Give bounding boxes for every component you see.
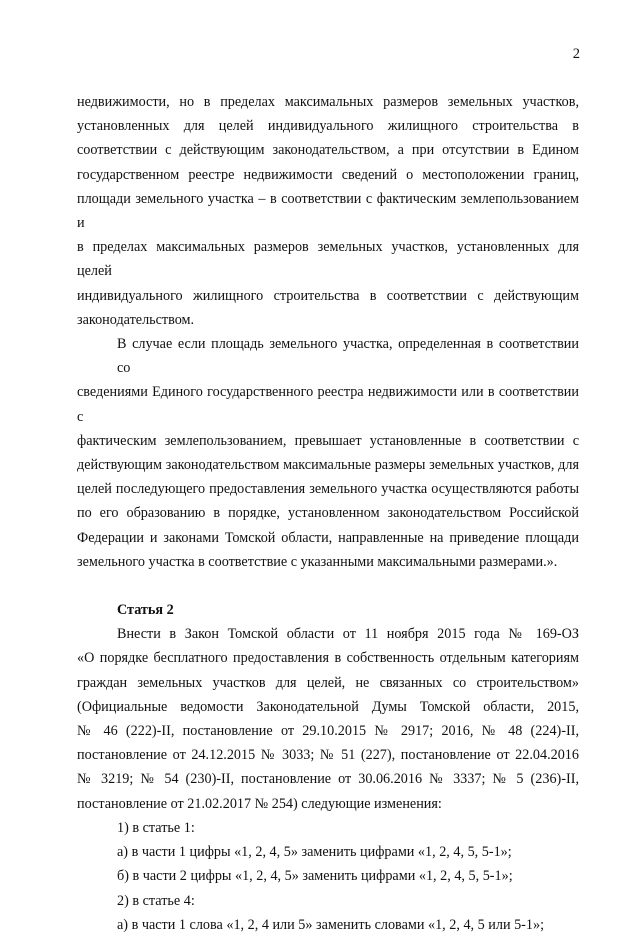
- text-line: № 3219; № 54 (230)-II, постановление от 30.06.2016 № 3337; № 5 (236)-II,: [77, 771, 579, 788]
- text-line: государственном реестре недвижимости сведений о местоположении границ,: [77, 166, 579, 183]
- text-line: постановление от 24.12.2015 № 3033; № 51 (227), постановление от 22.04.2016: [77, 747, 579, 764]
- text-line: граждан земельных участков для целей, не связанных со строительством»: [77, 674, 579, 691]
- text-line: целей последующего предоставления земельного участка осуществляются работы: [77, 481, 579, 498]
- text-line: (Официальные ведомости Законодательной Думы Томской области, 2015,: [77, 698, 579, 715]
- text-line: Федерации и законами Томской области, направленные на приведение площади: [77, 529, 579, 546]
- paragraph-continuation: [77, 90, 579, 332]
- list-item-1b: б) в части 2 цифры «1, 2, 4, 5» заменить цифрами «1, 2, 4, 5, 5-1»;: [117, 868, 513, 885]
- text-line: постановление от 21.02.2017 № 254) следующие изменения:: [77, 795, 442, 812]
- document-body: [77, 90, 579, 937]
- paragraph-amendment-intro: [77, 622, 579, 816]
- text-line: площади земельного участка – в соответствии с фактическим землепользованием и: [77, 190, 579, 232]
- article-heading: Статья 2: [117, 602, 174, 619]
- text-line: № 46 (222)-II, постановление от 29.10.2015 № 2917; 2016, № 48 (224)-II,: [77, 723, 579, 740]
- text-line: земельного участка в соответствие с указанными максимальными размерами.».: [77, 553, 558, 570]
- text-line: установленных для целей индивидуального жилищного строительства в: [77, 118, 579, 135]
- list-item-1: 1) в статье 1:: [117, 819, 195, 836]
- text-line: соответствии с действующим законодательством, а при отсутствии в Едином: [77, 142, 579, 159]
- text-line: Внести в Закон Томской области от 11 ноября 2015 года № 169-ОЗ: [117, 626, 579, 643]
- text-line: в пределах максимальных размеров земельных участков, установленных для целей: [77, 239, 579, 280]
- paragraph-area-excess: [77, 332, 579, 574]
- text-line: сведениями Единого государственного реестра недвижимости или в соответствии с: [77, 384, 579, 425]
- text-line: по его образованию в порядке, установленном законодательством Российской: [77, 505, 579, 522]
- text-line: законодательством.: [77, 311, 195, 328]
- page-number: 2: [572, 46, 580, 62]
- text-line: действующим законодательством максимальные размеры земельных участков, для: [77, 457, 579, 474]
- text-line: индивидуального жилищного строительства в соответствии с действующим: [77, 287, 579, 304]
- list-item-1a: а) в части 1 цифры «1, 2, 4, 5» заменить цифрами «1, 2, 4, 5, 5-1»;: [117, 844, 512, 861]
- list-item-2a: а) в части 1 слова «1, 2, 4 или 5» заменить словами «1, 2, 4, 5 или 5-1»;: [117, 916, 545, 933]
- text-line: «О порядке бесплатного предоставления в собственность отдельным категориям: [77, 650, 579, 667]
- text-line: В случае если площадь земельного участка, определенная в соответствии со: [117, 336, 579, 377]
- list-item-2: 2) в статье 4:: [117, 892, 195, 909]
- text-line: фактическим землепользованием, превышает установленные в соответствии с: [77, 432, 579, 449]
- text-line: недвижимости, но в пределах максимальных размеров земельных участков,: [77, 94, 579, 110]
